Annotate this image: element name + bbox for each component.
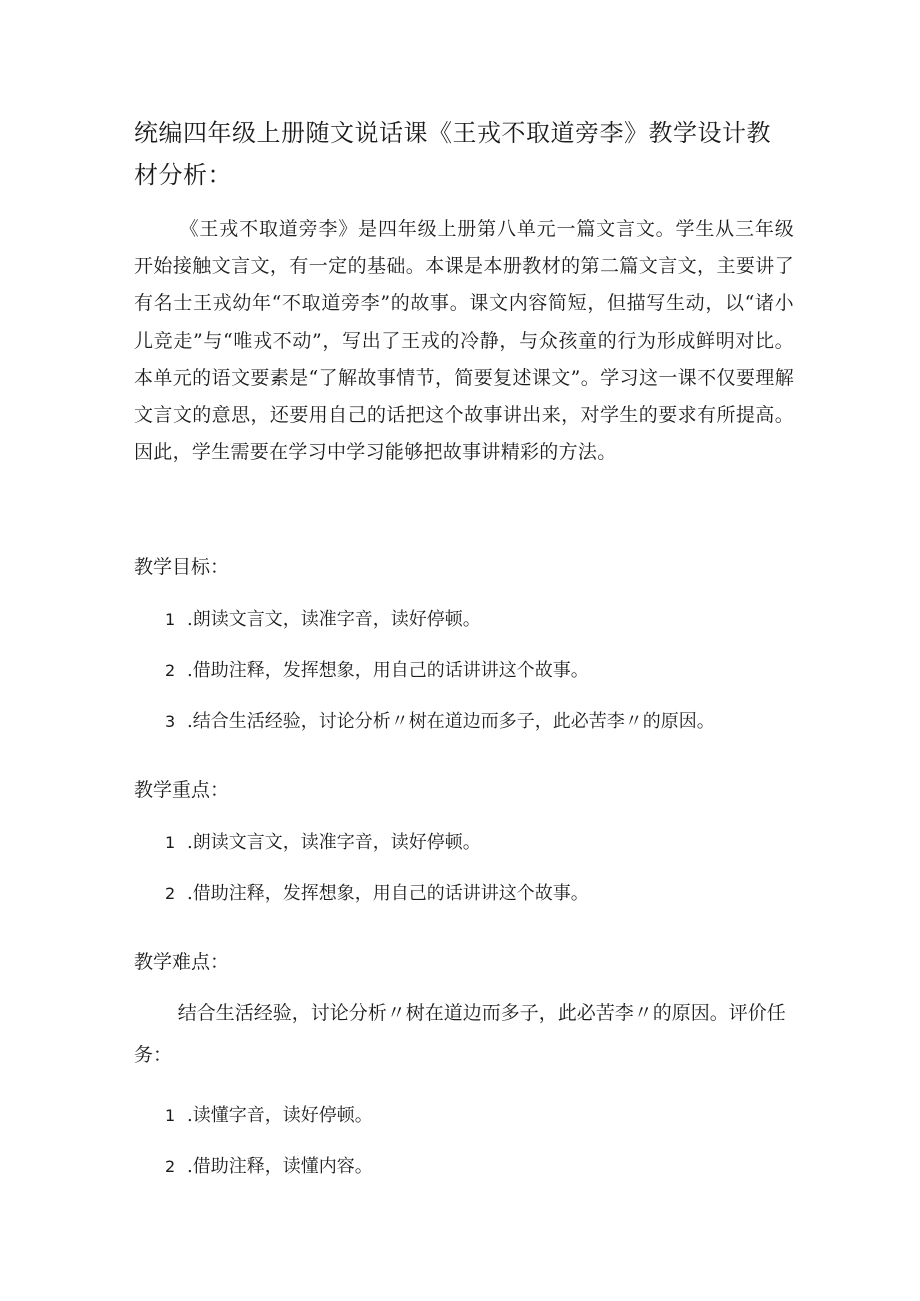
- task-item: [165, 1101, 373, 1131]
- goal-item: [165, 707, 715, 737]
- goal-item: [165, 656, 589, 686]
- goal-item-text: .朗读文言文，读准字音，读好停顿。: [187, 609, 481, 630]
- goal-item-number: 2: [165, 661, 176, 680]
- document-title: 统编四年级上册随文说话课《王戎不取道旁李》教学设计教材分析：: [134, 119, 771, 189]
- difficulty-paragraph: 结合生活经验，讨论分析〃树在道边而多子，此必苦李〃的原因。评价任务：: [134, 1002, 786, 1066]
- key-points-heading: 教学重点：: [134, 779, 230, 801]
- goal-item-number: 3: [165, 712, 176, 731]
- key-point-item: [165, 828, 481, 858]
- key-point-item-text: .借助注释，发挥想象，用自己的话讲讲这个故事。: [187, 883, 589, 904]
- task-item-text: .读懂字音，读好停顿。: [187, 1105, 373, 1126]
- task-item: [165, 1152, 373, 1182]
- key-point-item-number: 2: [165, 884, 176, 903]
- goal-item-text: .结合生活经验，讨论分析〃树在道边而多子，此必苦李〃的原因。: [187, 711, 715, 732]
- goal-item-number: 1: [165, 610, 176, 629]
- key-point-item: [165, 879, 589, 909]
- difficulty-heading: 教学难点：: [134, 951, 230, 973]
- goals-heading: 教学目标：: [134, 556, 230, 578]
- goal-item: [165, 605, 481, 635]
- key-point-item-text: .朗读文言文，读准字音，读好停顿。: [187, 832, 481, 853]
- goal-item-text: .借助注释，发挥想象，用自己的话讲讲这个故事。: [187, 660, 589, 681]
- analysis-paragraph: 《王戎不取道旁李》是四年级上册第八单元一篇文言文。学生从三年级开始接触文言文，有一定的基础。本课是本册教材的第二篇文言文，主要讲了有名士王戎幼年“不取道旁李”的故事。课文内容简短，但描写生动，以“诸小儿竞走”与“唯戎不动”，写出了王戎的冷静，与众孩童的行为形成鲜明对比。本单元的语文要素是“了解故事情节，简要复述课文”。学习这一课不仅要理解文言文的意思，还要用自己的话把这个故事讲出来，对学生的要求有所提高。因此，学生需要在学习中学习能够把故事讲精彩的方法。: [134, 218, 794, 464]
- task-item-number: 2: [165, 1157, 176, 1176]
- task-item-text: .借助注释，读懂内容。: [187, 1156, 373, 1177]
- key-point-item-number: 1: [165, 833, 176, 852]
- task-item-number: 1: [165, 1106, 176, 1125]
